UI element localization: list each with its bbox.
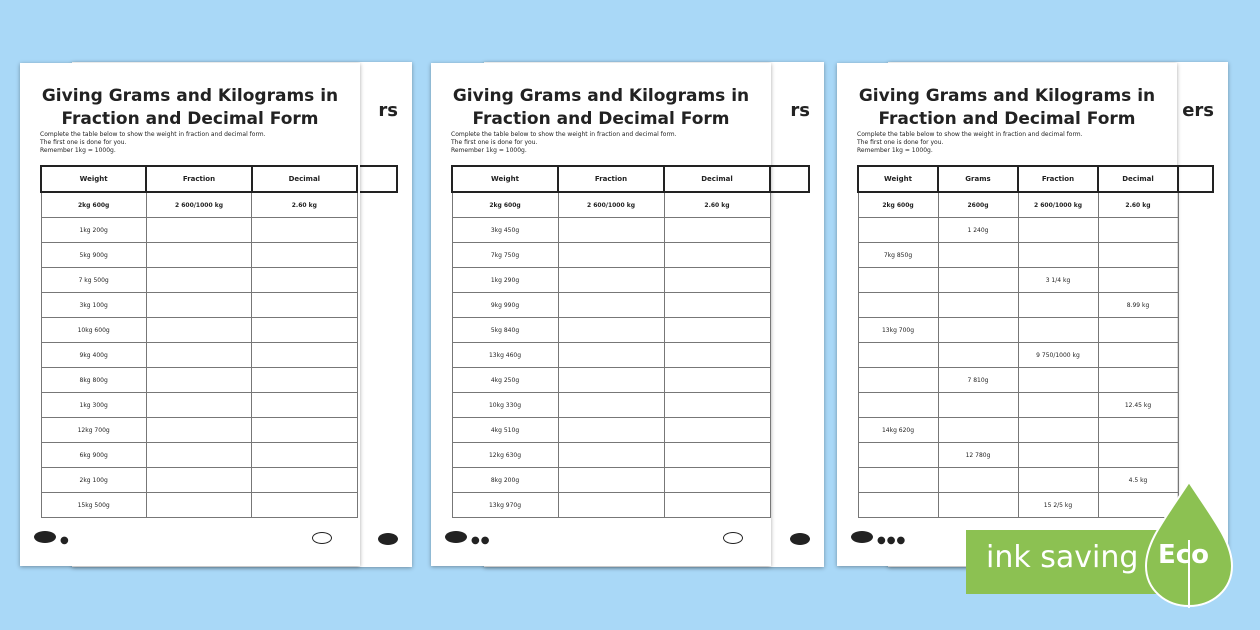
table-cell <box>146 318 251 343</box>
eco-word: Eco <box>1158 540 1210 570</box>
difficulty-dots: ●● <box>471 535 491 546</box>
instruction-line: The first one is done for you. <box>451 139 538 146</box>
footer-badge-icon <box>312 532 332 544</box>
table-row <box>858 393 1178 418</box>
table-cell <box>146 268 251 293</box>
back-sheet-title: ers <box>1182 100 1214 121</box>
table-cell <box>558 318 664 343</box>
table-row <box>452 493 770 518</box>
table-cell <box>558 418 664 443</box>
table-cell <box>664 343 770 368</box>
table-cell: 8kg 200g <box>452 468 558 493</box>
difficulty-dots: ● <box>60 535 70 546</box>
table-cell: 2kg 600g <box>452 192 558 218</box>
table-cell <box>664 393 770 418</box>
instruction-line: The first one is done for you. <box>40 139 127 146</box>
table-cell: 2kg 600g <box>858 192 938 218</box>
table-row <box>452 268 770 293</box>
table-cell: 2600g <box>938 192 1018 218</box>
table-cell <box>558 218 664 243</box>
table-cell <box>146 368 251 393</box>
instruction-line: Complete the table below to show the weight in fraction and decimal form. <box>451 131 677 138</box>
table-cell <box>558 368 664 393</box>
table-cell <box>1098 218 1178 243</box>
table-cell <box>938 268 1018 293</box>
table-cell <box>664 443 770 468</box>
table-row <box>41 393 357 418</box>
table-cell: 7 810g <box>938 368 1018 393</box>
table-cell <box>938 318 1018 343</box>
table-cell <box>938 293 1018 318</box>
table-cell: 8kg 800g <box>41 368 146 393</box>
table-cell <box>146 443 251 468</box>
table-cell <box>664 468 770 493</box>
column-header: Fraction <box>558 166 664 192</box>
table-cell: 12kg 700g <box>41 418 146 443</box>
table-row <box>858 418 1178 443</box>
table-cell: 1kg 200g <box>41 218 146 243</box>
table-cell: 2.60 kg <box>252 192 357 218</box>
table-cell <box>1018 468 1098 493</box>
table-cell <box>938 493 1018 518</box>
table-cell <box>664 368 770 393</box>
table-cell <box>252 468 357 493</box>
table-cell <box>664 318 770 343</box>
back-sheet-logo <box>790 533 810 545</box>
twinkl-logo <box>34 531 56 543</box>
table-cell: 15kg 500g <box>41 493 146 518</box>
table-cell <box>558 393 664 418</box>
table-cell <box>938 343 1018 368</box>
worksheet-instructions <box>857 131 1083 155</box>
table-cell: 12kg 630g <box>452 443 558 468</box>
table-cell <box>558 468 664 493</box>
table-row <box>858 243 1178 268</box>
back-sheet-logo <box>378 533 398 545</box>
table-cell <box>664 293 770 318</box>
table-row <box>452 368 770 393</box>
table-row <box>858 343 1178 368</box>
table-row <box>858 468 1178 493</box>
table-cell: 3 1/4 kg <box>1018 268 1098 293</box>
table-cell <box>252 393 357 418</box>
table-cell <box>1098 243 1178 268</box>
table-cell <box>938 418 1018 443</box>
column-header: Decimal <box>252 166 357 192</box>
table-cell: 2.60 kg <box>664 192 770 218</box>
table-row <box>452 293 770 318</box>
table-cell <box>252 368 357 393</box>
table-row <box>858 443 1178 468</box>
table-cell <box>146 418 251 443</box>
table-cell <box>252 343 357 368</box>
table-cell <box>858 393 938 418</box>
table-cell <box>1098 443 1178 468</box>
back-sheet-title: rs <box>378 100 398 121</box>
weight-table <box>40 165 358 518</box>
table-cell: 2.60 kg <box>1098 192 1178 218</box>
table-cell <box>938 243 1018 268</box>
table-cell: 3kg 100g <box>41 293 146 318</box>
worksheet-3 <box>837 63 1177 566</box>
table-cell: 4kg 510g <box>452 418 558 443</box>
table-cell: 4kg 250g <box>452 368 558 393</box>
table-cell <box>252 218 357 243</box>
table-row <box>858 293 1178 318</box>
table-row <box>858 192 1178 218</box>
table-cell: 9kg 990g <box>452 293 558 318</box>
table-cell: 7kg 850g <box>858 243 938 268</box>
table-row <box>41 243 357 268</box>
table-row <box>41 493 357 518</box>
table-cell <box>558 268 664 293</box>
table-cell <box>558 493 664 518</box>
table-row <box>452 393 770 418</box>
worksheet-title: Giving Grams and Kilograms in Fraction and Decimal Form <box>41 86 339 129</box>
table-row <box>452 418 770 443</box>
table-cell: 2kg 100g <box>41 468 146 493</box>
table-row <box>41 218 357 243</box>
column-header: Decimal <box>1098 166 1178 192</box>
table-cell <box>1018 218 1098 243</box>
column-header: Weight <box>41 166 146 192</box>
table-cell: 14kg 620g <box>858 418 938 443</box>
table-cell <box>858 368 938 393</box>
table-cell <box>146 293 251 318</box>
table-cell <box>858 493 938 518</box>
table-cell <box>558 443 664 468</box>
table-cell: 7 kg 500g <box>41 268 146 293</box>
table-cell: 1kg 290g <box>452 268 558 293</box>
worksheet-instructions <box>40 131 266 155</box>
table-cell <box>1018 443 1098 468</box>
table-cell: 2 600/1000 kg <box>558 192 664 218</box>
table-cell: 15 2/5 kg <box>1018 493 1098 518</box>
table-cell <box>252 293 357 318</box>
table-cell <box>1098 268 1178 293</box>
table-cell <box>252 493 357 518</box>
table-cell: 3kg 450g <box>452 218 558 243</box>
table-cell: 10kg 600g <box>41 318 146 343</box>
table-cell: 12 780g <box>938 443 1018 468</box>
table-cell: 4.5 kg <box>1098 468 1178 493</box>
ink-saving-label: ink saving <box>986 540 1139 575</box>
table-row <box>858 368 1178 393</box>
table-cell: 9 750/1000 kg <box>1018 343 1098 368</box>
footer-badge-icon <box>723 532 743 544</box>
twinkl-logo <box>445 531 467 543</box>
table-cell <box>146 243 251 268</box>
table-row <box>41 368 357 393</box>
column-header: Weight <box>452 166 558 192</box>
table-cell <box>252 443 357 468</box>
table-cell <box>664 218 770 243</box>
table-cell <box>858 468 938 493</box>
table-cell: 5kg 900g <box>41 243 146 268</box>
table-cell: 1 240g <box>938 218 1018 243</box>
table-cell: 9kg 400g <box>41 343 146 368</box>
table-cell <box>252 268 357 293</box>
table-cell: 6kg 900g <box>41 443 146 468</box>
table-cell <box>146 343 251 368</box>
table-cell <box>1018 418 1098 443</box>
table-row <box>41 318 357 343</box>
table-row <box>858 218 1178 243</box>
table-cell: 2 600/1000 kg <box>1018 192 1098 218</box>
table-cell <box>938 393 1018 418</box>
table-cell <box>252 243 357 268</box>
table-row <box>41 192 357 218</box>
table-cell <box>1018 293 1098 318</box>
instruction-line: Complete the table below to show the weight in fraction and decimal form. <box>40 131 266 138</box>
worksheet-title: Giving Grams and Kilograms in Fraction and Decimal Form <box>858 86 1156 129</box>
table-row <box>858 493 1178 518</box>
table-cell <box>1018 243 1098 268</box>
worksheet-instructions <box>451 131 677 155</box>
table-cell <box>1098 418 1178 443</box>
table-cell: 13kg 460g <box>452 343 558 368</box>
table-cell: 10kg 330g <box>452 393 558 418</box>
worksheet-2 <box>431 63 771 566</box>
table-row <box>41 418 357 443</box>
worksheet-1 <box>20 63 360 566</box>
table-row <box>41 293 357 318</box>
instruction-line: Remember 1kg = 1000g. <box>451 147 527 154</box>
table-cell <box>1018 393 1098 418</box>
instruction-line: Complete the table below to show the weight in fraction and decimal form. <box>857 131 1083 138</box>
column-header: Fraction <box>146 166 251 192</box>
table-cell: 2kg 600g <box>41 192 146 218</box>
table-cell: 5kg 840g <box>452 318 558 343</box>
table-cell <box>664 268 770 293</box>
table-cell <box>858 443 938 468</box>
table-cell <box>858 218 938 243</box>
table-cell <box>146 468 251 493</box>
table-cell: 13kg 700g <box>858 318 938 343</box>
table-cell <box>1098 343 1178 368</box>
table-row <box>858 318 1178 343</box>
table-row <box>452 343 770 368</box>
back-sheet-title: rs <box>790 100 810 121</box>
table-cell <box>858 343 938 368</box>
worksheet-title: Giving Grams and Kilograms in Fraction and Decimal Form <box>452 86 750 129</box>
table-cell <box>1098 368 1178 393</box>
table-cell <box>252 318 357 343</box>
instruction-line: Remember 1kg = 1000g. <box>40 147 116 154</box>
table-row <box>41 268 357 293</box>
table-row <box>41 443 357 468</box>
table-cell <box>146 493 251 518</box>
table-row <box>452 318 770 343</box>
table-row <box>858 268 1178 293</box>
instruction-line: Remember 1kg = 1000g. <box>857 147 933 154</box>
instruction-line: The first one is done for you. <box>857 139 944 146</box>
table-row <box>452 218 770 243</box>
table-cell: 8.99 kg <box>1098 293 1178 318</box>
difficulty-dots: ●●● <box>877 535 907 546</box>
table-cell: 2 600/1000 kg <box>146 192 251 218</box>
table-cell <box>1098 318 1178 343</box>
table-cell <box>858 268 938 293</box>
table-row <box>452 443 770 468</box>
weight-table <box>451 165 771 518</box>
table-cell <box>664 493 770 518</box>
table-row <box>41 343 357 368</box>
table-cell: 7kg 750g <box>452 243 558 268</box>
table-cell <box>1018 318 1098 343</box>
table-row <box>452 243 770 268</box>
table-cell <box>146 393 251 418</box>
table-row <box>452 192 770 218</box>
table-cell <box>558 343 664 368</box>
table-cell: 1kg 300g <box>41 393 146 418</box>
table-cell <box>664 243 770 268</box>
column-header: Decimal <box>664 166 770 192</box>
column-header: Fraction <box>1018 166 1098 192</box>
table-cell <box>858 293 938 318</box>
table-cell <box>558 243 664 268</box>
table-cell <box>252 418 357 443</box>
table-cell <box>938 468 1018 493</box>
twinkl-logo <box>851 531 873 543</box>
table-row <box>452 468 770 493</box>
table-cell <box>558 293 664 318</box>
weight-table <box>857 165 1179 518</box>
table-cell: 12.45 kg <box>1098 393 1178 418</box>
table-cell: 13kg 970g <box>452 493 558 518</box>
table-cell <box>146 218 251 243</box>
table-row <box>41 468 357 493</box>
table-cell <box>1018 368 1098 393</box>
table-cell <box>664 418 770 443</box>
column-header: Weight <box>858 166 938 192</box>
column-header: Grams <box>938 166 1018 192</box>
